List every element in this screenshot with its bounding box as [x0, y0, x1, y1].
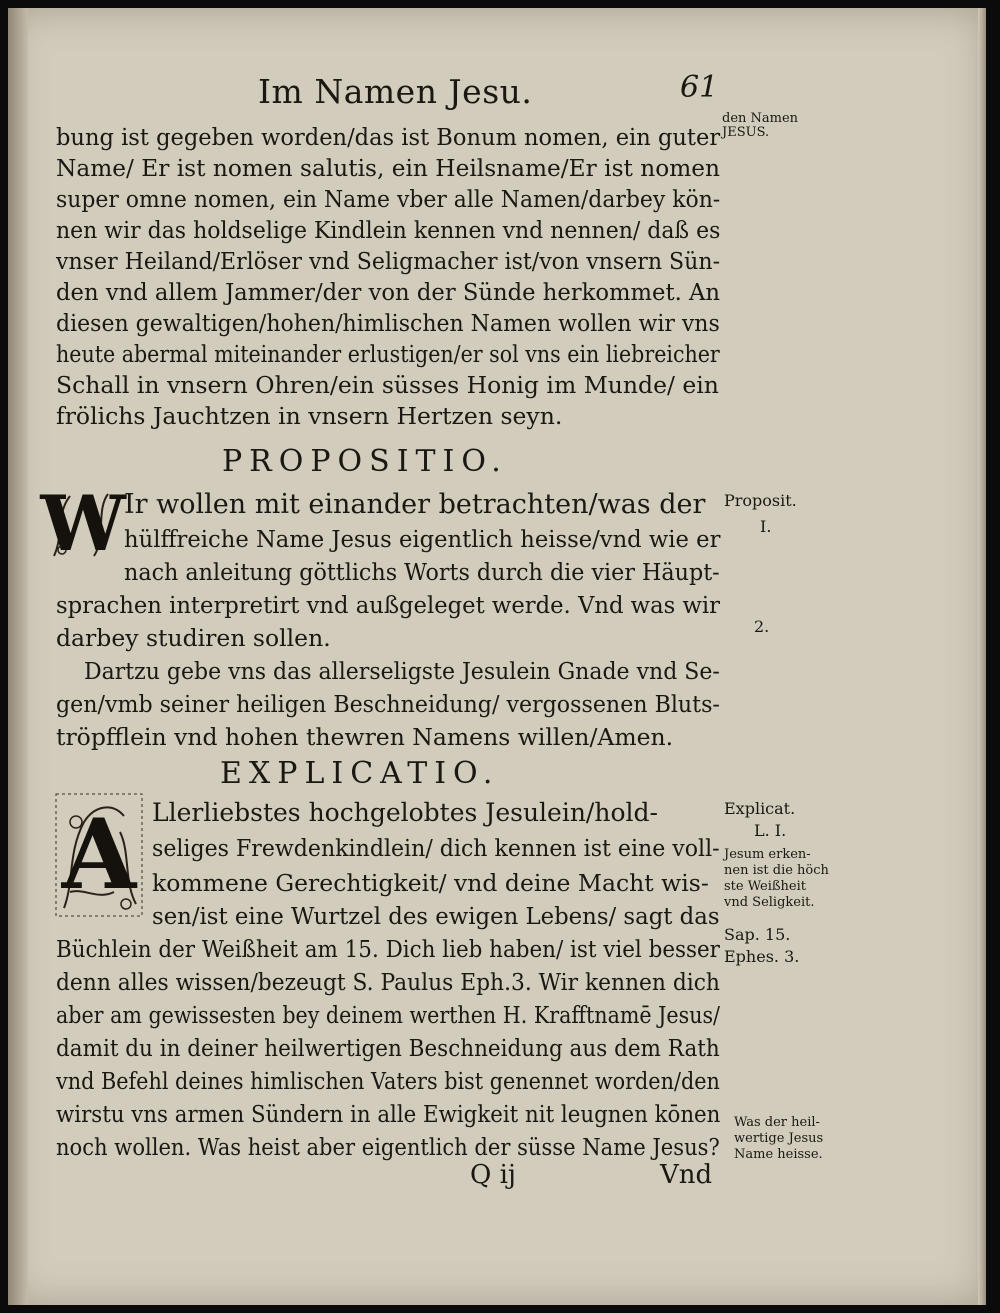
explicatio-line: Llerliebstes hochgelobtes Jesulein/hold- — [152, 798, 658, 827]
body-line: Name/ Er ist nomen salutis, ein Heilsname/Er ist nomen — [56, 154, 721, 182]
margin-note-2-line: Was der heil- — [734, 1115, 820, 1130]
explicatio-line: kommene Gerechtigkeit/ vnd deine Macht wis- — [152, 869, 709, 897]
explicatio-line: aber am gewissesten bey deinem werthen H. Krafftnamē Jesus/ — [56, 1001, 721, 1029]
propositio-line: darbey studiren sollen. — [56, 624, 331, 652]
body-line: heute abermal miteinander erlustigen/er sol vns ein liebreicher — [56, 340, 720, 368]
body-line: diesen gewaltigen/hohen/himlischen Namen wollen wir vns — [56, 309, 720, 337]
decorated-initial-w — [40, 479, 126, 568]
section-heading-explicatio: EXPLICATIO. — [220, 756, 500, 791]
margin-note-sap: Sap. 15. — [724, 925, 791, 944]
binding-gutter — [8, 8, 28, 1305]
initial-letter: A — [61, 798, 137, 911]
explicatio-line: seliges Frewdenkindlein/ dich kennen ist eine voll- — [152, 834, 720, 862]
book-page — [8, 8, 986, 1305]
margin-note-top: den Namen JESUS. — [722, 111, 799, 140]
margin-note-propositio: Proposit. — [724, 491, 797, 510]
body-line: bung ist gegeben worden/das ist Bonum nomen, ein guter — [56, 123, 721, 151]
explicatio-line: noch wollen. Was heist aber eigentlich der süsse Name Jesus? — [56, 1133, 720, 1161]
margin-note-2-line: wertige Jesus — [734, 1131, 824, 1146]
margin-gloss-line: vnd Seligkeit. — [724, 895, 815, 910]
propositio-line: tröpfflein vnd hohen thewren Namens willen/Amen. — [56, 723, 674, 751]
explicatio-line: wirstu vns armen Sündern in alle Ewigkeit nit leugnen kōnen — [56, 1100, 721, 1128]
page-number: 61 — [680, 70, 719, 105]
margin-note-number-1: I. — [760, 517, 772, 536]
body-line: den vnd allem Jammer/der von der Sünde herkommet. An — [56, 278, 720, 306]
margin-note-explicat-number: L. I. — [754, 821, 787, 840]
propositio-line: gen/vmb seiner heiligen Beschneidung/ vergossenen Bluts- — [56, 690, 720, 718]
margin-note-number-2: 2. — [754, 617, 770, 636]
propositio-line: Dartzu gebe vns das allerseligste Jesulein Gnade vnd Se- — [84, 657, 720, 685]
decorated-initial-a — [54, 792, 144, 918]
body-line: nen wir das holdselige Kindlein kennen vnd nennen/ daß es — [56, 216, 721, 244]
explicatio-line: denn alles wissen/bezeugt S. Paulus Eph.3. Wir kennen dich — [56, 968, 720, 996]
margin-gloss-line: ste Weißheit — [724, 879, 807, 894]
explicatio-line: Büchlein der Weißheit am 15. Dich lieb haben/ ist viel besser — [56, 935, 720, 963]
initial-letter: W — [40, 479, 126, 568]
propositio-line: Ir wollen mit einander betrachten/was der — [124, 489, 706, 520]
body-line: vnser Heiland/Erlöser vnd Seligmacher ist/von vnsern Sün- — [56, 247, 721, 275]
catchword: Vnd — [660, 1160, 713, 1190]
explicatio-line: vnd Befehl deines himlischen Vaters bist genennet worden/den — [56, 1067, 720, 1095]
propositio-line: sprachen interpretirt vnd außgeleget werde. Vnd was wir — [56, 591, 720, 619]
margin-note-2-line: Name heisse. — [734, 1147, 823, 1162]
explicatio-line: damit du in deiner heilwertigen Beschneidung aus dem Rath — [56, 1034, 720, 1062]
section-heading-propositio: PROPOSITIO. — [222, 444, 508, 479]
explicatio-line: sen/ist eine Wurtzel des ewigen Lebens/ sagt das — [152, 902, 720, 930]
running-title: Im Namen Jesu. — [258, 72, 533, 111]
propositio-line: hülffreiche Name Jesus eigentlich heisse/vnd wie er — [124, 525, 721, 553]
margin-gloss-line: nen ist die höch — [724, 863, 829, 878]
propositio-line: nach anleitung göttlichs Worts durch die vier Häupt- — [124, 558, 720, 586]
margin-gloss-line: Jesum erken- — [724, 847, 811, 862]
body-line: super omne nomen, ein Name vber alle Namen/darbey kön- — [56, 185, 721, 213]
margin-note-ephes: Ephes. 3. — [724, 947, 800, 966]
body-line: frölichs Jauchtzen in vnsern Hertzen seyn. — [56, 402, 563, 430]
margin-note-explicat: Explicat. — [724, 799, 796, 818]
signature-mark: Q ij — [470, 1160, 516, 1190]
page-edge — [978, 8, 986, 1305]
body-line: Schall in vnsern Ohren/ein süsses Honig im Munde/ ein — [56, 371, 719, 399]
